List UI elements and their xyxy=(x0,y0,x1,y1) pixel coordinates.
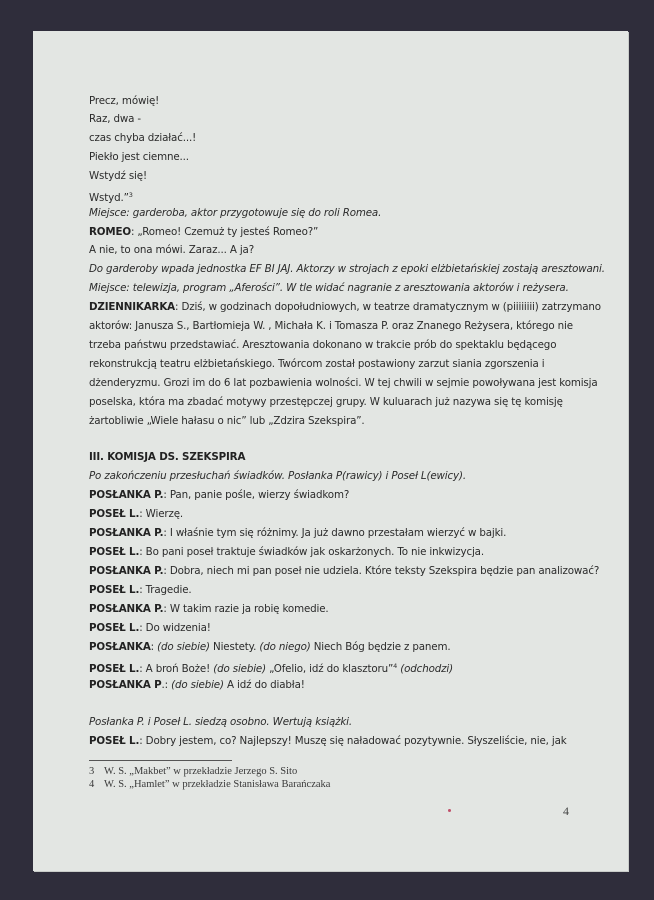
text-line: dżenderyzmu. Grozi im do 6 lat pozbawienia wolności. W tej chwili w sejmie powoływana jest komisja xyxy=(89,377,598,389)
dialogue-line xyxy=(89,734,567,748)
dialogue-line xyxy=(89,678,305,692)
speech: Niestety. xyxy=(213,641,257,653)
speaker-name: POSŁANKA P. xyxy=(89,527,164,539)
text-line: aktorów: Janusza S., Bartłomieja W. , Michała K. i Tomasza P. oraz Znanego Reżysera, którego nie xyxy=(89,320,573,332)
text-line: Piekło jest ciemne... xyxy=(89,151,189,163)
speaker-name: POSŁANKA xyxy=(89,641,151,653)
footnote-divider xyxy=(89,760,232,761)
dialogue-line xyxy=(89,602,329,616)
dialogue-line xyxy=(89,564,599,578)
text-line: czas chyba działać...! xyxy=(89,132,197,144)
speaker-name: POSEŁ L. xyxy=(89,663,140,675)
dialogue-line xyxy=(89,659,453,676)
speech: : Do widzenia! xyxy=(139,622,211,634)
red-dot-mark xyxy=(448,809,451,812)
footnote xyxy=(89,779,330,791)
footnote-text: W. S. „Hamlet” w przekładzie Stanisława Barańczaka xyxy=(104,779,331,790)
speech: : Wierzę. xyxy=(139,508,184,520)
speech: : Dobry jestem, co? Najlepszy! Muszę się naładować pozytywnie. Słyszeliście, nie, jak xyxy=(139,735,567,747)
text-line: A nie, to ona mówi. Zaraz... A ja? xyxy=(89,244,255,256)
dialogue-line xyxy=(89,583,192,597)
text-line: Wstydź się! xyxy=(89,170,147,182)
footnote-text: W. S. „Makbet” w przekładzie Jerzego S. Sito xyxy=(104,766,298,777)
speaker-name: POSŁANKA P. xyxy=(89,603,164,615)
footnote-number: 3 xyxy=(89,766,95,777)
speech: Dziś, w godzinach dopołudniowych, w teatrze dramatycznym w (piiiiiiii) zatrzymano xyxy=(181,301,601,313)
stage-direction: Miejsce: garderoba, aktor przygotowuje się do roli Romea. xyxy=(89,207,382,219)
dialogue-line xyxy=(89,300,601,314)
speech: : Tragedie. xyxy=(139,584,192,596)
dialogue-line xyxy=(89,621,211,635)
speech: : Pan, panie pośle, wierzy świadkom? xyxy=(163,489,350,501)
speaker-name: ROMEO xyxy=(89,226,131,238)
punct: : xyxy=(130,226,135,238)
text-line: rekonstrukcją teatru elżbietańskiego. Twórcom został postawiony zarzut siania zgorszenia i xyxy=(89,358,545,370)
text-line xyxy=(89,188,133,205)
footnote-mark: 3 xyxy=(128,191,133,199)
stage-direction: Posłanka P. i Poseł L. siedzą osobno. Wertują książki. xyxy=(89,716,353,728)
text: Wstyd.” xyxy=(89,192,129,204)
dialogue-line xyxy=(89,526,506,540)
stage-direction: Miejsce: telewizja, program „Aferości”. W tle widać nagranie z aresztowania aktorów i reżysera. xyxy=(89,282,569,294)
footnote-mark: 4 xyxy=(393,662,398,670)
speaker-name: POSŁANKA P xyxy=(89,679,162,691)
text-line: trzeba państwu przedstawiać. Aresztowania dokonano w trakcie prób do spektaklu będącego xyxy=(89,339,557,351)
stage-direction-inline: (odchodzi) xyxy=(400,663,453,675)
speaker-name: POSEŁ L. xyxy=(89,546,140,558)
text-line: żartobliwie „Wiele hałasu o nic” lub „Zdzira Szekspira”. xyxy=(89,415,365,427)
speech: A idź do diabła! xyxy=(227,679,305,691)
speech: „Romeo! Czemuż ty jesteś Romeo?” xyxy=(137,226,319,238)
speech: : Dobra, niech mi pan poseł nie udziela. Które teksty Szekspira będzie pan analizować? xyxy=(163,565,600,577)
speech: : Bo pani poseł traktuje świadków jak oskarżonych. To nie inkwizycja. xyxy=(139,546,484,558)
punct: : xyxy=(174,301,179,313)
speaker-name: DZIENNIKARKA xyxy=(89,301,175,313)
text-line: Raz, dwa - xyxy=(89,113,141,125)
footnote-number: 4 xyxy=(89,779,95,790)
dialogue-line xyxy=(89,545,484,559)
stage-direction: Po zakończeniu przesłuchań świadków. Posłanka P(rawicy) i Poseł L(ewicy). xyxy=(89,470,466,482)
stage-direction-inline: (do siebie) xyxy=(157,641,210,653)
text-line: Precz, mówię! xyxy=(89,95,160,107)
page-number: 4 xyxy=(563,804,569,818)
stage-direction-inline: (do siebie) xyxy=(171,679,224,691)
speaker-name: POSŁANKA P. xyxy=(89,565,164,577)
speech: : W takim razie ja robię komedie. xyxy=(163,603,329,615)
dialogue-line xyxy=(89,507,183,521)
speaker-name: POSEŁ L. xyxy=(89,508,140,520)
speech: „Ofelio, idź do klasztoru” xyxy=(269,663,394,675)
speech: : A broń Boże! xyxy=(139,663,211,675)
heading-text: III. KOMISJA DS. SZEKSPIRA xyxy=(89,451,246,463)
stage-direction-inline: (do niego) xyxy=(259,641,311,653)
speech: Niech Bóg będzie z panem. xyxy=(313,641,451,653)
dialogue-line xyxy=(89,640,451,654)
stage-direction-inline: (do siebie) xyxy=(213,663,266,675)
stage-direction: Do garderoby wpada jednostka EF BI JAJ. Aktorzy w strojach z epoki elżbietańskiej zostają aresztowani. xyxy=(89,263,605,275)
section-heading xyxy=(89,450,245,464)
speaker-name: POSEŁ L. xyxy=(89,622,140,634)
speaker-name: POSEŁ L. xyxy=(89,584,140,596)
punct: : xyxy=(150,641,154,653)
speaker-name: POSŁANKA P. xyxy=(89,489,164,501)
text-line: poselska, która ma zbadać motywy przestępczej grupy. W kuluarach już nazywa się tę komisję xyxy=(89,396,563,408)
footnote xyxy=(89,766,297,778)
speaker-name: POSEŁ L. xyxy=(89,735,140,747)
dialogue-line xyxy=(89,488,349,502)
punct: .: xyxy=(161,679,168,691)
speech: : I właśnie tym się różnimy. Ja już dawno przestałam wierzyć w bajki. xyxy=(163,527,507,539)
dialogue-line xyxy=(89,225,318,239)
